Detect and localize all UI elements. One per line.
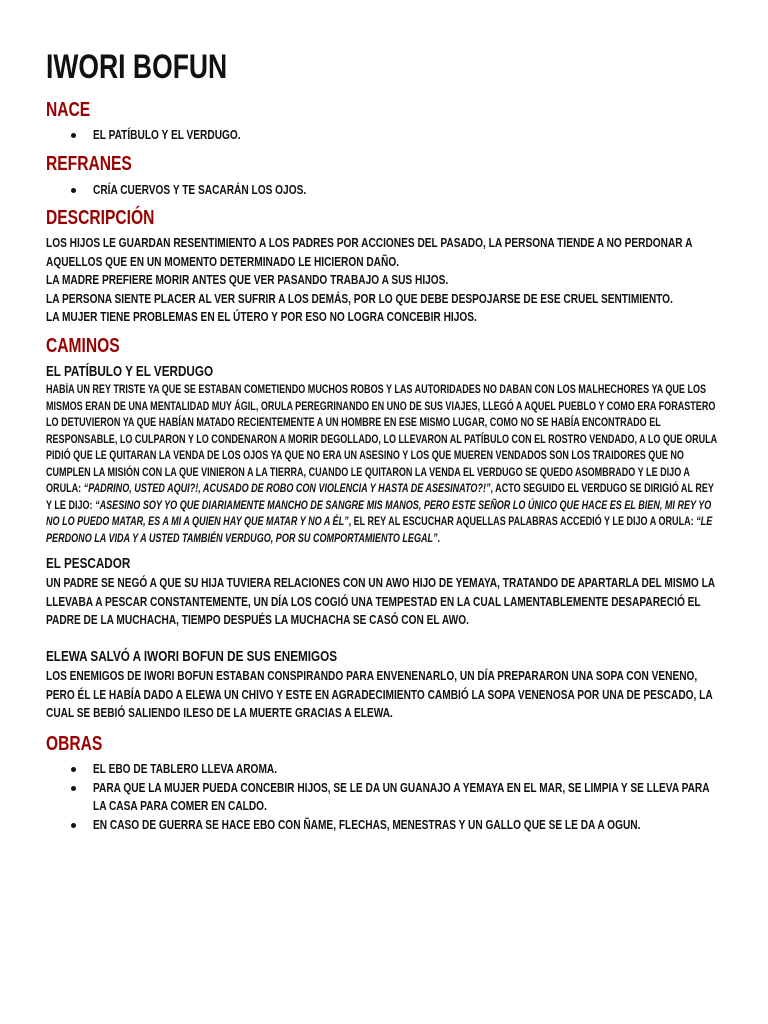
list-item: PARA QUE LA MUJER PUEDA CONCEBIR HIJOS, SE LE DA UN GUANAJO A YEMAYA EN EL MAR, SE LIMPIA Y SE LLEVA PARA LA CASA PARA COMER EN CALDO. xyxy=(46,779,722,816)
section-nace xyxy=(46,98,722,145)
descripcion-line: LA PERSONA SIENTE PLACER AL VER SUFRIR A LOS DEMÁS, POR LO QUE DEBE DESPOJARSE DE ESE CRUEL SENTIMIENTO. xyxy=(46,290,673,306)
section-obras xyxy=(46,732,722,834)
list-item: CRÍA CUERVOS Y TE SACARÁN LOS OJOS. xyxy=(46,181,722,200)
page-title: IWORI BOFUN xyxy=(46,48,228,86)
descripcion-line: LA MADRE PREFIERE MORIR ANTES QUE VER PASANDO TRABAJO A SUS HIJOS. xyxy=(46,272,449,287)
list-item: EL EBO DE TABLERO LLEVA AROMA. xyxy=(46,760,722,779)
section-heading-caminos: CAMINOS xyxy=(46,335,120,357)
camino-title: ELEWA SALVÓ A IWORI BOFUN DE SUS ENEMIGOS xyxy=(46,648,338,665)
list-item: EL PATÍBULO Y EL VERDUGO. xyxy=(46,126,722,145)
section-heading-refranes: REFRANES xyxy=(46,153,132,175)
nace-list xyxy=(46,126,722,145)
section-heading-nace: NACE xyxy=(46,99,91,121)
descripcion-line: LOS HIJOS LE GUARDAN RESENTIMIENTO A LOS PADRES POR ACCIONES DEL PASADO, LA PERSONA TIENDE A NO PERDONAR A AQUELLOS QUE EN UN MOMENTO DETERMINADO LE HICIERON DAÑO. xyxy=(46,235,693,269)
quote: “LE PERDONO LA VIDA Y A USTED TAMBIÉN VERDUGO, POR SU COMPORTAMIENTO LEGAL” xyxy=(46,515,713,545)
camino-text: UN PADRE SE NEGÓ A QUE SU HIJA TUVIERA RELACIONES CON UN AWO HIJO DE YEMAYA, TRATANDO DE APARTARLA DEL MISMO LA LLEVABA A PESCAR CONSTANTEMENTE, UN DÍA LOS COGIÓ UNA TEMPESTAD EN LA CUAL LAMENTABLEMENTE DESAPARECIÓ EL PADRE DE LA MUCHACHA, TIEMPO DESPUÉS LA MUCHACHA SE CASÓ CON EL AWO. xyxy=(46,575,715,627)
obras-list xyxy=(46,760,722,834)
section-camino-elewa xyxy=(46,647,722,723)
section-caminos xyxy=(46,334,722,547)
section-heading-descripcion: DESCRIPCIÓN xyxy=(46,207,155,229)
camino-title: EL PATÍBULO Y EL VERDUGO xyxy=(46,363,214,380)
section-descripcion xyxy=(46,206,722,327)
camino-text: HABÍA UN REY TRISTE YA QUE SE ESTABAN COMETIENDO MUCHOS ROBOS Y LAS AUTORIDADES NO DABAN CON LOS MALHECHORES YA QUE LOS MISMOS ERAN DE UNA MENTALIDAD MUY ÁGIL, ORULA PEREGRINANDO EN UNO DE SUS VIAJES, LLEGÓ A AQUEL PUEBLO Y COMO ERA FORASTERO LO DETUVIERON YA QUE HABÍAN MATADO RECIENTEMENTE A UN HOMBRE EN ESE MISMO LUGAR, COMO NO SE HABÍA ENCONTRADO EL RESPONSABLE, LO CULPARON Y LO CONDENARON A MORIR DEGOLLADO, LO LLEVARON AL PATÍBULO CON EL ROSTRO VENDADO, A LO QUE ORULA PIDIÓ QUE LE QUITARAN LA VENDA DE LOS OJOS YA QUE NO ERA UN ASESINO Y LOS QUE MUEREN VENDADOS SON LOS TRAIDORES QUE NO CUMPLEN LA MISIÓN CON LA QUE VINIERON A LA TIERRA, CUANDO LE QUITARON LA VENDA EL VERDUGO SE QUEDO ASOMBRADO Y LE DIJO A ORULA: “PADRINO, USTED AQUI?!, ACUSADO DE ROBO CON VIOLENCIA Y HASTA DE ASESINATO?!”, ACTO SEGUIDO EL VERDUGO SE DIRIGIÓ AL REY Y LE DIJO: “ASESINO SOY YO QUE DIARIAMENTE MANCHO DE SANGRE MIS MANOS, PERO ESTE SEÑOR LO ÚNICO QUE HACE ES EL BIEN, MI REY YO NO LO PUEDO MATAR, ES A MI A QUIEN HAY QUE MATAR Y NO A ÉL”, EL REY AL ESCUCHAR AQUELLAS PALABRAS ACCEDIÓ Y LE DIJO A ORULA: “LE PERDONO LA VIDA Y A USTED TAMBIÉN VERDUGO, POR SU COMPORTAMIENTO LEGAL”. xyxy=(46,383,717,545)
quote: “ASESINO SOY YO QUE DIARIAMENTE MANCHO DE SANGRE MIS MANOS, PERO ESTE SEÑOR LO ÚNICO QUE HACE ES EL BIEN, MI REY YO NO LO PUEDO MATAR, ES A MI A QUIEN HAY QUE MATAR Y NO A ÉL” xyxy=(46,498,712,528)
camino-text: LOS ENEMIGOS DE IWORI BOFUN ESTABAN CONSPIRANDO PARA ENVENENARLO, UN DÍA PREPARARON UNA SOPA CON VENENO, PERO ÉL LE HABÍA DADO A ELEWA UN CHIVO Y ESTE EN AGRADECIMIENTO CAMBIÓ LA SOPA VENENOSA POR UNA DE PESCADO, LA CUAL SE BEBIÓ SALIENDO ILESO DE LA MUERTE GRACIAS A ELEWA. xyxy=(46,668,713,720)
section-refranes xyxy=(46,152,722,200)
refranes-list xyxy=(46,181,722,200)
descripcion-text xyxy=(46,234,722,327)
quote: “PADRINO, USTED AQUI?!, ACUSADO DE ROBO CON VIOLENCIA Y HASTA DE ASESINATO?!” xyxy=(83,482,491,495)
descripcion-line: LA MUJER TIENE PROBLEMAS EN EL ÚTERO Y POR ESO NO LOGRA CONCEBIR HIJOS. xyxy=(46,309,477,324)
section-heading-obras: OBRAS xyxy=(46,733,103,755)
camino-title: EL PESCADOR xyxy=(46,555,131,572)
section-camino-pescador xyxy=(46,554,722,630)
list-item: EN CASO DE GUERRA SE HACE EBO CON ÑAME, FLECHAS, MENESTRAS Y UN GALLO QUE SE LE DA A OGUN. xyxy=(46,816,722,835)
